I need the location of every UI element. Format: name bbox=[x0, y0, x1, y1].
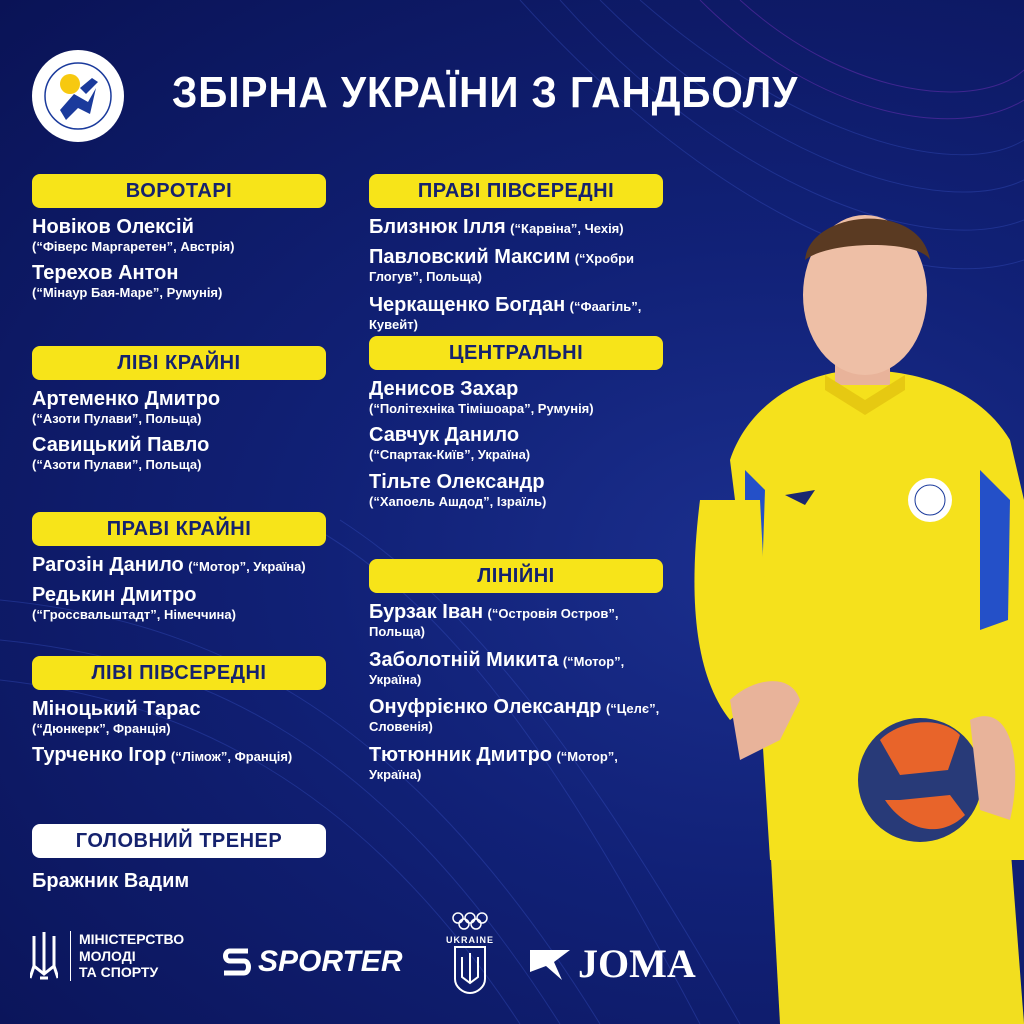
coach-section bbox=[32, 824, 326, 892]
player-entry bbox=[369, 696, 663, 736]
joma-text: JOMA bbox=[578, 941, 696, 986]
player-entry bbox=[369, 294, 663, 334]
player-entry bbox=[32, 554, 326, 576]
player-club: (“Фаагіль”, Кувейт) bbox=[369, 298, 642, 332]
player-club: (“Дюнкерк”, Франція) bbox=[32, 721, 171, 736]
player-entry bbox=[32, 698, 326, 736]
player-entry bbox=[32, 584, 326, 624]
player-entry bbox=[369, 378, 663, 416]
olympic-text: UKRAINE bbox=[445, 935, 494, 945]
position-section bbox=[32, 656, 326, 766]
position-section bbox=[369, 174, 663, 333]
player-name: Заболотній Микита bbox=[369, 648, 559, 671]
player-club: (“Азоти Пулави”, Польща) bbox=[32, 411, 202, 426]
player-name: Онуфрієнко Олександр bbox=[369, 696, 602, 719]
position-title: ЛІНІЙНІ bbox=[369, 559, 663, 593]
player-name: Турченко Ігор bbox=[32, 744, 167, 767]
player-entry bbox=[369, 246, 663, 286]
position-title: ЛІВІ КРАЙНІ bbox=[32, 346, 326, 380]
coach-title: ГОЛОВНИЙ ТРЕНЕР bbox=[32, 824, 326, 858]
position-title: ПРАВІ ПІВСЕРЕДНІ bbox=[369, 174, 663, 208]
player-name: Савчук Данило bbox=[369, 424, 520, 447]
joma-logo bbox=[528, 940, 696, 987]
player-club: (“Мінаур Бая-Маре”, Румунія) bbox=[32, 285, 223, 301]
player-club: (“Целє”, Словенія) bbox=[369, 701, 660, 735]
position-title: ПРАВІ КРАЙНІ bbox=[32, 512, 326, 546]
player-club: (“Мотор”, Україна) bbox=[369, 748, 618, 782]
player-entry bbox=[32, 388, 326, 426]
player-club: (“Хапоель Ашдод”, Ізраїль) bbox=[369, 493, 547, 509]
player-name: Міноцький Тарас bbox=[32, 698, 201, 720]
player-name: Тютюнник Дмитро bbox=[369, 743, 552, 766]
player-club: (“Карвіна”, Чехія) bbox=[510, 221, 624, 236]
player-club: (“Лімож”, Франція) bbox=[170, 749, 293, 765]
sporter-text: SPORTER bbox=[258, 945, 403, 978]
player-name: Денисов Захар bbox=[369, 378, 519, 400]
player-name: Артеменко Дмитро bbox=[32, 388, 221, 410]
player-club: (“Мотор”, Україна) bbox=[188, 559, 306, 574]
position-title: ЛІВІ ПІВСЕРЕДНІ bbox=[32, 656, 326, 690]
coach-name: Бражник Вадим bbox=[32, 870, 190, 892]
position-section bbox=[369, 559, 663, 783]
player-name: Терехов Антон bbox=[32, 262, 179, 285]
player-club: (“Політехніка Тімішоара”, Румунія) bbox=[369, 401, 594, 416]
olympic-committee-logo bbox=[445, 912, 495, 1000]
position-section bbox=[32, 174, 326, 301]
player-name: Бурзак Іван bbox=[369, 601, 484, 623]
player-name: Рагозін Данило bbox=[32, 554, 184, 576]
position-title: ВОРОТАРІ bbox=[32, 174, 326, 208]
player-club: (“Островія Остров”, Польща) bbox=[369, 606, 619, 639]
player-club: (“Спартак-Київ”, Україна) bbox=[369, 447, 531, 463]
player-club: (“Мотор”, Україна) bbox=[369, 653, 625, 687]
player-club: (“Хробри Глогув”, Польща) bbox=[369, 251, 635, 284]
player-entry bbox=[32, 744, 326, 766]
player-name: Редькин Дмитро bbox=[32, 584, 197, 606]
player-name: Новіков Олексій bbox=[32, 216, 194, 238]
handball-federation-logo-icon bbox=[30, 48, 126, 144]
player-name: Черкащенко Богдан bbox=[369, 293, 566, 316]
player-name: Близнюк Ілля bbox=[369, 216, 506, 238]
ministry-line-2: МОЛОДІ bbox=[79, 947, 136, 964]
player-name: Павловский Максим bbox=[369, 246, 571, 268]
player-name: Тільте Олександр bbox=[369, 470, 545, 493]
position-section bbox=[369, 336, 663, 509]
player-name: Савицький Павло bbox=[32, 434, 210, 457]
ministry-line-3: ТА СПОРТУ bbox=[79, 964, 159, 981]
player-club: (“Фіверс Маргаретен”, Австрія) bbox=[32, 239, 235, 254]
position-title: ЦЕНТРАЛЬНІ bbox=[369, 336, 663, 370]
position-section bbox=[32, 346, 326, 473]
player-entry bbox=[369, 216, 663, 238]
player-club: (“Гроссвальштадт”, Німеччина) bbox=[32, 607, 236, 622]
page-title: ЗБІРНА УКРАЇНИ З ГАНДБОЛУ bbox=[172, 68, 799, 117]
olympic-rings-icon bbox=[450, 912, 490, 930]
player-entry bbox=[369, 471, 663, 509]
player-entry bbox=[369, 649, 663, 689]
player-entry bbox=[32, 262, 326, 300]
player-entry bbox=[369, 744, 663, 784]
joma-j-icon bbox=[528, 946, 572, 982]
ukraine-shield-icon bbox=[453, 945, 487, 995]
trident-icon bbox=[30, 930, 58, 982]
position-section bbox=[32, 512, 326, 624]
player-club: (“Азоти Пулави”, Польща) bbox=[32, 457, 202, 473]
player-photo bbox=[690, 200, 1024, 1024]
player-entry bbox=[369, 601, 663, 641]
ministry-line-1: МІНІСТЕРСТВО bbox=[79, 930, 185, 947]
player-entry bbox=[32, 434, 326, 472]
player-entry bbox=[32, 216, 326, 254]
player-entry bbox=[369, 424, 663, 462]
ministry-logo bbox=[30, 930, 184, 982]
sporter-s-icon bbox=[220, 945, 254, 979]
sporter-logo bbox=[220, 945, 402, 979]
